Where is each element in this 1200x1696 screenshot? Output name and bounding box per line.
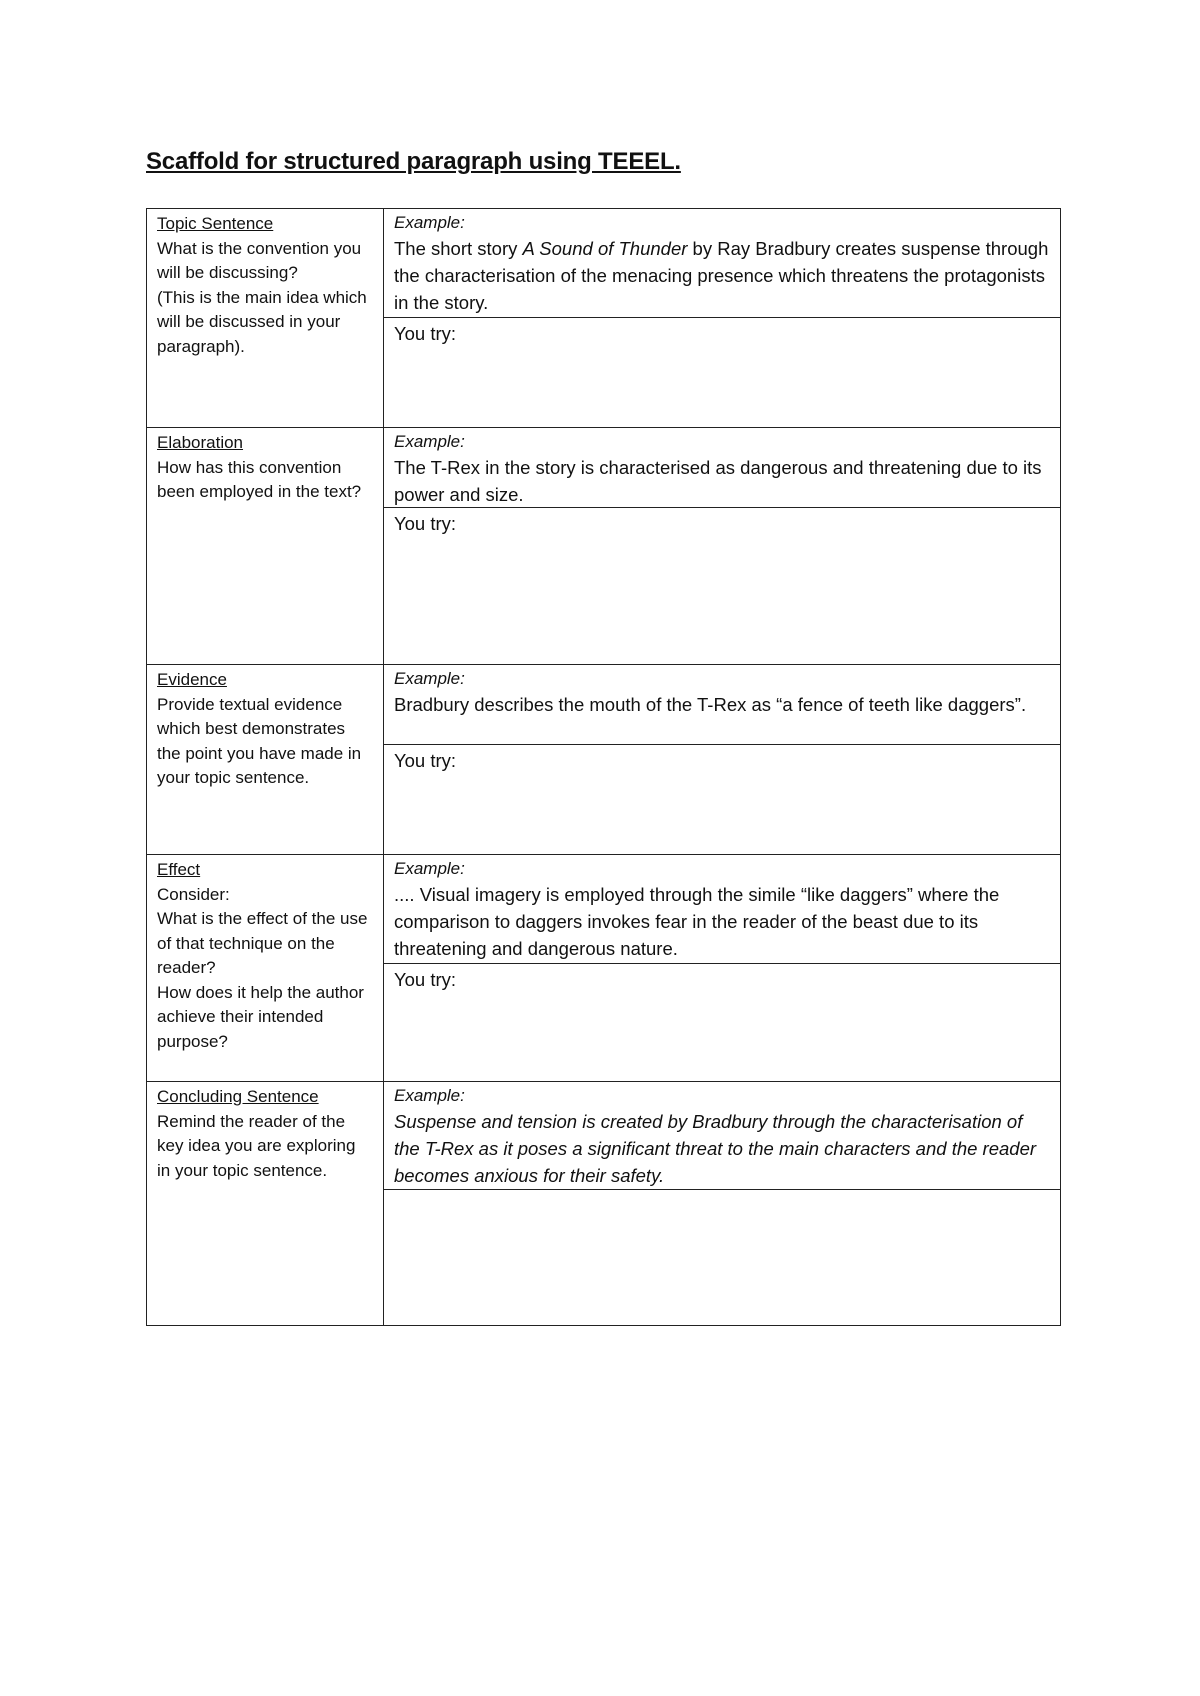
example-text: .... Visual imagery is employed through the simile “like daggers” where the comparison to daggers invokes fear in the reader of the beast due to its threatening and dangerous nature.	[394, 884, 1000, 959]
example-label: Example:	[394, 669, 465, 688]
row-heading: Effect	[157, 860, 201, 879]
example-cell	[384, 209, 1060, 318]
you-try-field[interactable]	[384, 318, 1060, 427]
you-try-field[interactable]	[384, 745, 1060, 854]
table-row-concluding-sentence	[147, 1081, 1060, 1325]
page-title: Scaffold for structured paragraph using TEEEL.	[146, 148, 681, 175]
table-row-effect	[147, 854, 1060, 1081]
example-text-post: by Ray Bradbury creates suspense through the characterisation of the menacing presence which threatens the protagonists in the story.	[394, 238, 1049, 313]
you-try-field[interactable]	[384, 964, 1060, 1081]
row-content-cell	[384, 1082, 1060, 1325]
example-label: Example:	[394, 432, 465, 451]
example-cell	[384, 1082, 1060, 1190]
table-row-topic-sentence	[147, 209, 1060, 427]
row-heading: Concluding Sentence	[157, 1087, 319, 1106]
row-heading: Elaboration	[157, 433, 244, 452]
example-text-pre: The short story	[394, 238, 523, 259]
row-heading: Topic Sentence	[157, 214, 274, 233]
example-label: Example:	[394, 859, 465, 878]
row-label-cell	[147, 209, 384, 427]
row-content-cell	[384, 855, 1060, 1081]
row-content-cell	[384, 209, 1060, 427]
row-prompt: What is the convention you will be discussing? (This is the main idea which will be discussed in your paragraph).	[157, 238, 367, 356]
example-text: Suspense and tension is created by Bradbury through the characterisation of the T-Rex as it poses a significant threat to the main characters and the reader becomes anxious for their safety.	[394, 1111, 1037, 1186]
example-text	[394, 235, 1050, 316]
row-label-cell	[147, 428, 384, 664]
row-content-cell	[384, 428, 1060, 664]
you-try-label: You try:	[394, 750, 457, 771]
table-row-evidence	[147, 664, 1060, 854]
row-heading: Evidence	[157, 670, 227, 689]
row-label-cell	[147, 1082, 384, 1325]
example-cell	[384, 855, 1060, 964]
example-cell	[384, 665, 1060, 745]
you-try-field[interactable]	[384, 1190, 1060, 1325]
example-label: Example:	[394, 1086, 465, 1105]
row-prompt: How has this convention been employed in the text?	[157, 457, 362, 501]
you-try-label: You try:	[394, 323, 457, 344]
example-label: Example:	[394, 213, 465, 232]
you-try-field[interactable]	[384, 508, 1060, 664]
row-prompt: Consider: What is the effect of the use of that technique on the reader? How does it help the author achieve their intended purpose?	[157, 884, 368, 1051]
example-text: Bradbury describes the mouth of the T-Rex as “a fence of teeth like daggers”.	[394, 694, 1027, 715]
you-try-label: You try:	[394, 969, 457, 990]
row-prompt: Remind the reader of the key idea you are exploring in your topic sentence.	[157, 1111, 356, 1180]
row-label-cell	[147, 665, 384, 854]
story-title: A Sound of Thunder	[522, 238, 688, 259]
teeel-table	[146, 208, 1061, 1326]
row-content-cell	[384, 665, 1060, 854]
you-try-label: You try:	[394, 513, 457, 534]
row-prompt: Provide textual evidence which best demonstrates the point you have made in your topic sentence.	[157, 694, 362, 787]
table-row-elaboration	[147, 427, 1060, 664]
row-label-cell	[147, 855, 384, 1081]
example-cell	[384, 428, 1060, 508]
example-text: The T-Rex in the story is characterised as dangerous and threatening due to its power and size.	[394, 457, 1042, 505]
